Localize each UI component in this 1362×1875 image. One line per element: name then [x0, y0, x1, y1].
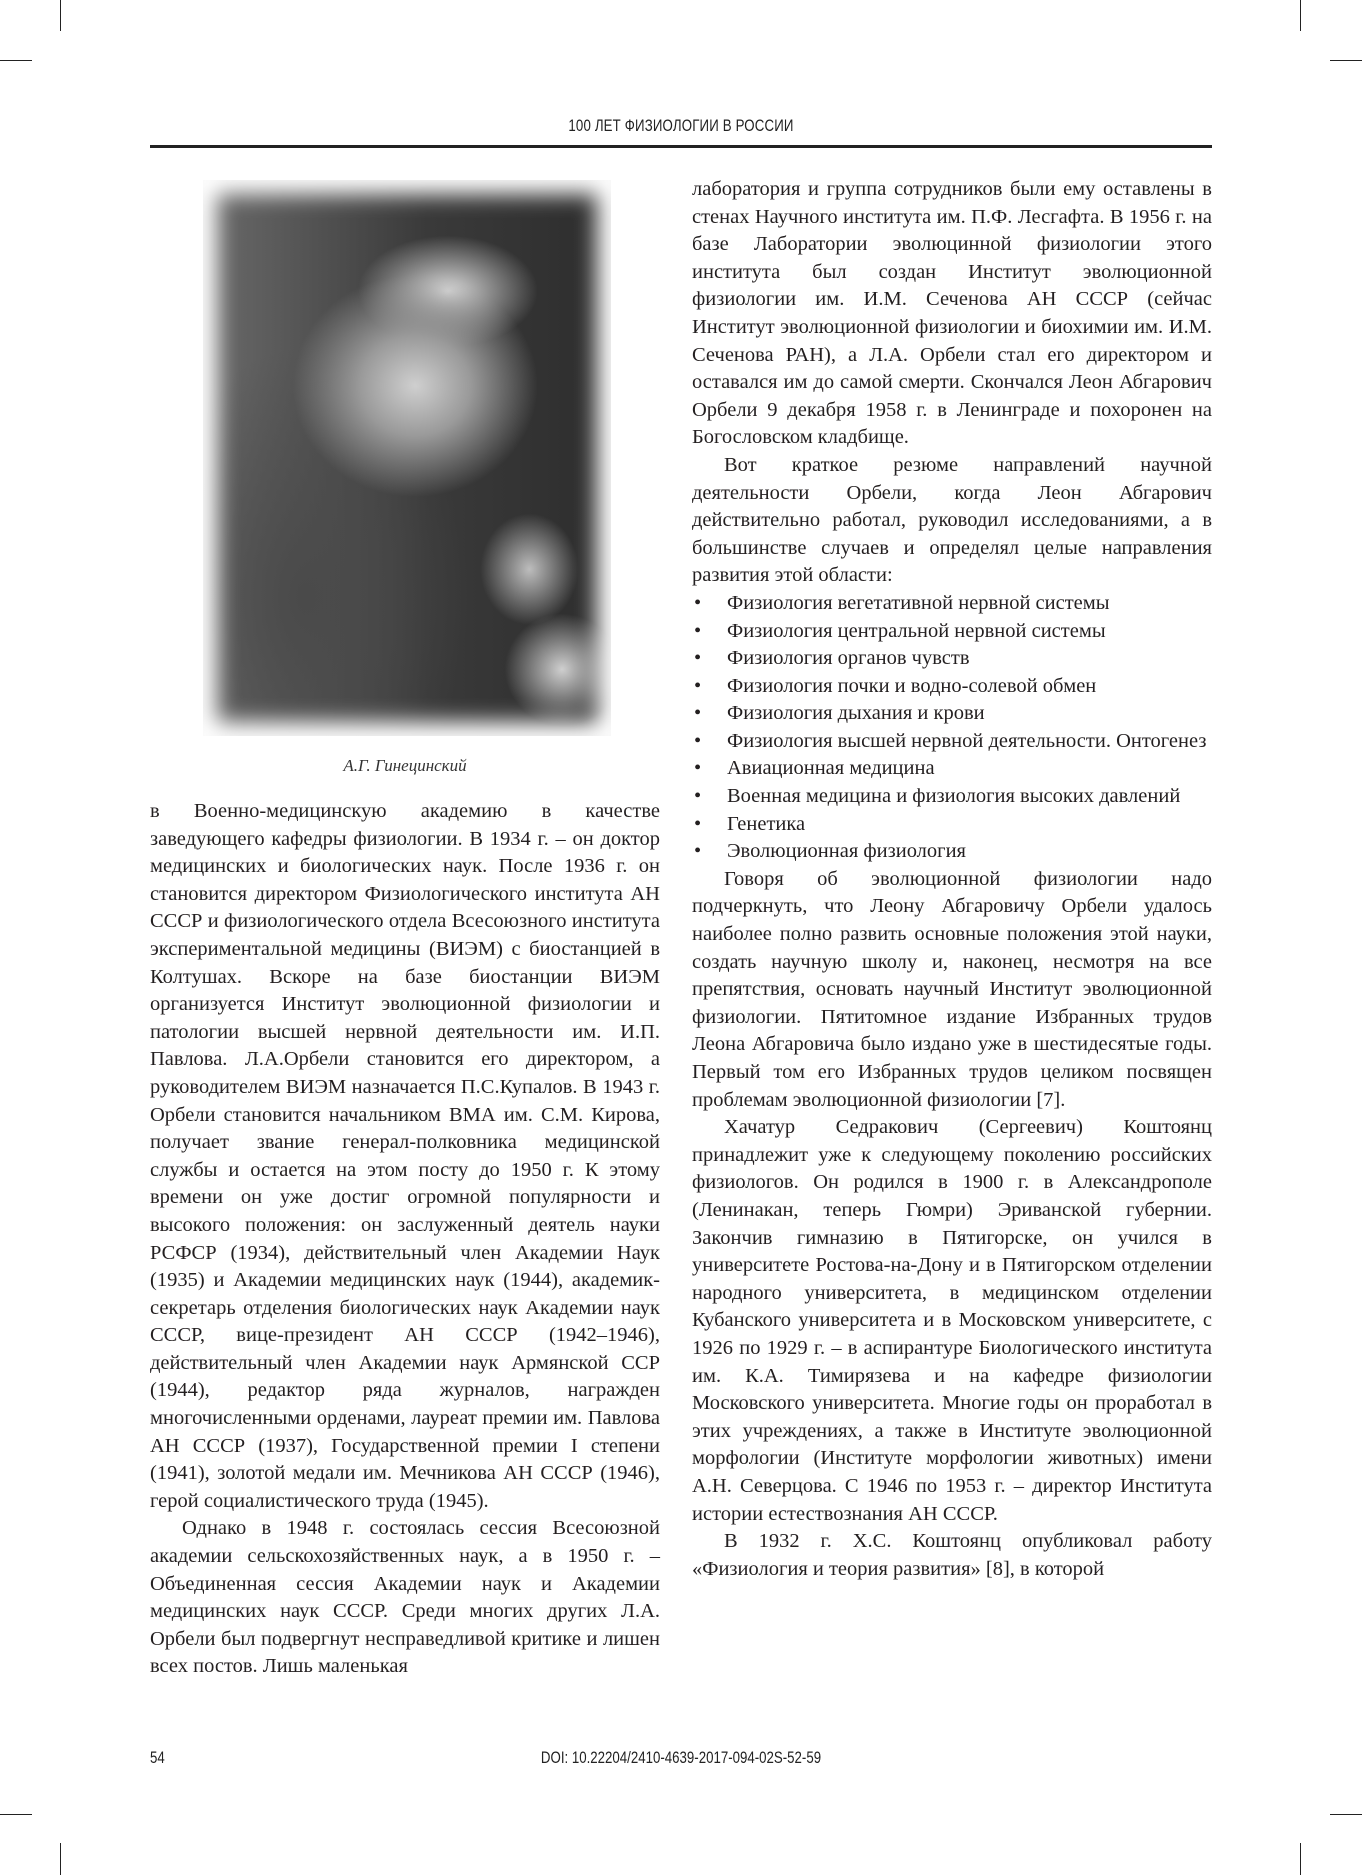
- running-header: 100 ЛЕТ ФИЗИОЛОГИИ В РОССИИ: [568, 116, 794, 135]
- crop-mark: [1330, 1814, 1362, 1815]
- list-item: • Военная медицина и физиология высоких давлений: [692, 783, 1212, 811]
- crop-mark: [0, 1814, 32, 1815]
- paragraph: в Военно-медицинскую академию в качестве заведующего кафедры физиологии. В 1934 г. – он доктор медицинских и биологических наук. После 1936 г. он становится директором Физиологического института АН СССР и физиологического отдела Всесоюзного института экспериментальной медицины (ВИЭМ) с биостанцией в Колтушах. Вскоре на базе биостанции ВИЭМ организуется Институт эволюционной физиологии и патологии высшей нервной деятельности им. И.П. Павлова. Л.А.Орбели становится его директором, а руководителем ВИЭМ назначается П.С.Купалов. В 1943 г. Орбели становится начальником ВМА им. С.М. Кирова, получает звание генерал-полковника медицинской службы и остается на этом посту до 1950 г. К этому времени он уже достиг огромной популярности и высокого положения: он заслуженный деятель науки РСФСР (1934), действительный член Академии Наук (1935) и Академии медицинских наук (1944), академик-секретарь отделения биологических наук Академии наук СССР, вице-президент АН СССР (1942–1946), действительный член Академии наук Армянской ССР (1944), редактор ряда журналов, награжден многочисленными орденами, лауреат премии им. Павлова АН СССР (1937), Государственной премии I степени (1941), золотой медали им. Мечникова АН СССР (1946), герой социалистического труда (1945).: [150, 800, 660, 1512]
- list-item: • Физиология почки и водно-солевой обмен: [692, 673, 1212, 701]
- paragraph: Однако в 1948 г. состоялась сессия Всесоюзной академии сельскохозяйственных наук, а в 1950 г. – Объединенная сессия Академии наук и Академии медицинских наук СССР. Среди многих других Л.А. Орбели был подвергнут несправедливой критике и лишен всех постов. Лишь маленькая: [150, 1517, 660, 1678]
- paragraph: В 1932 г. Х.С. Коштоянц опубликовал работу «Физиология и теория развития» [8], в которой: [692, 1530, 1212, 1580]
- paragraph: Говоря об эволюционной физиологии надо подчеркнуть, что Леону Абгаровичу Орбели удалось наиболее полно развить основные положения этой науки, создать научную школу и, наконец, несмотря на все препятствия, основать научный Институт эволюционной физиологии. Пятитомное издание Избранных трудов Леона Абгаровича было издано уже в шестидесятые годы. Первый том его Избранных трудов целиком посвящен проблемам эволюционной физиологии [7].: [692, 867, 1212, 1111]
- crop-mark: [60, 1843, 61, 1875]
- list-item: • Физиология дыхания и крови: [692, 700, 1212, 728]
- crop-mark: [1300, 1843, 1301, 1875]
- left-column: [150, 798, 660, 1681]
- list-item: • Генетика: [692, 811, 1212, 839]
- list-item: • Физиология органов чувств: [692, 645, 1212, 673]
- crop-mark: [1300, 0, 1301, 31]
- list-item: • Авиационная медицина: [692, 755, 1212, 783]
- crop-mark: [1330, 60, 1362, 61]
- figure-caption: А.Г. Гинецинский: [343, 756, 467, 775]
- crop-mark: [60, 0, 61, 31]
- list-item: • Физиология вегетативной нервной системы: [692, 590, 1212, 618]
- page-number: 54: [150, 1748, 165, 1767]
- paragraph: Вот краткое резюме направлений научной деятельности Орбели, когда Леон Абгарович действительно работал, руководил исследованиями, а в большинстве случаев и определял целые направления развития этой области:: [692, 453, 1212, 587]
- header-rule: [150, 145, 1212, 148]
- paragraph: лаборатория и группа сотрудников были ему оставлены в стенах Научного института им. П.Ф. Лесгафта. В 1956 г. на базе Лаборатории эволюцинной физиологии этого института был создан Институт эволюционной физиологии им. И.М. Сеченова АН СССР (сейчас Институт эволюционной физиологии и биохимии им. И.М. Сеченова РАН), а Л.А. Орбели стал его директором и оставался им до самой смерти. Скончался Леон Абгарович Орбели 9 декабря 1958 г. в Ленинграде и похоронен на Богословском кладбище.: [692, 178, 1212, 449]
- research-areas-list: [692, 590, 1212, 866]
- list-item: • Физиология центральной нервной системы: [692, 618, 1212, 646]
- list-item: • Физиология высшей нервной деятельности. Онтогенез: [692, 728, 1212, 756]
- portrait-photo: [203, 180, 611, 736]
- paragraph: Хачатур Седракович (Сергеевич) Коштоянц принадлежит уже к следующему поколению российских физиологов. Он родился в 1900 г. в Александрополе (Ленинакан, теперь Гюмри) Эриванской губернии. Закончив гимназию в Пятигорске, он учился в университете Ростова-на-Дону и в Пятигорском отделении народного университета, в медицинском отделении Кубанского университета и в Московском университете, с 1926 по 1929 г. – в аспирантуре Биологического института им. К.А. Тимирязева и на кафедре физиологии Московского университета. Многие годы он проработал в этих учреждениях, а также в Институте эволюционной морфологии (Институте морфологии животных) имени А.Н. Северцова. С 1946 по 1953 г. – директор Института истории естествознания АН СССР.: [692, 1116, 1212, 1525]
- doi: DOI: 10.22204/2410-4639-2017-094-02S-52-59: [540, 1748, 822, 1767]
- right-column: [692, 176, 1212, 1583]
- list-item: • Эволюционная физиология: [692, 838, 1212, 866]
- crop-mark: [0, 60, 32, 61]
